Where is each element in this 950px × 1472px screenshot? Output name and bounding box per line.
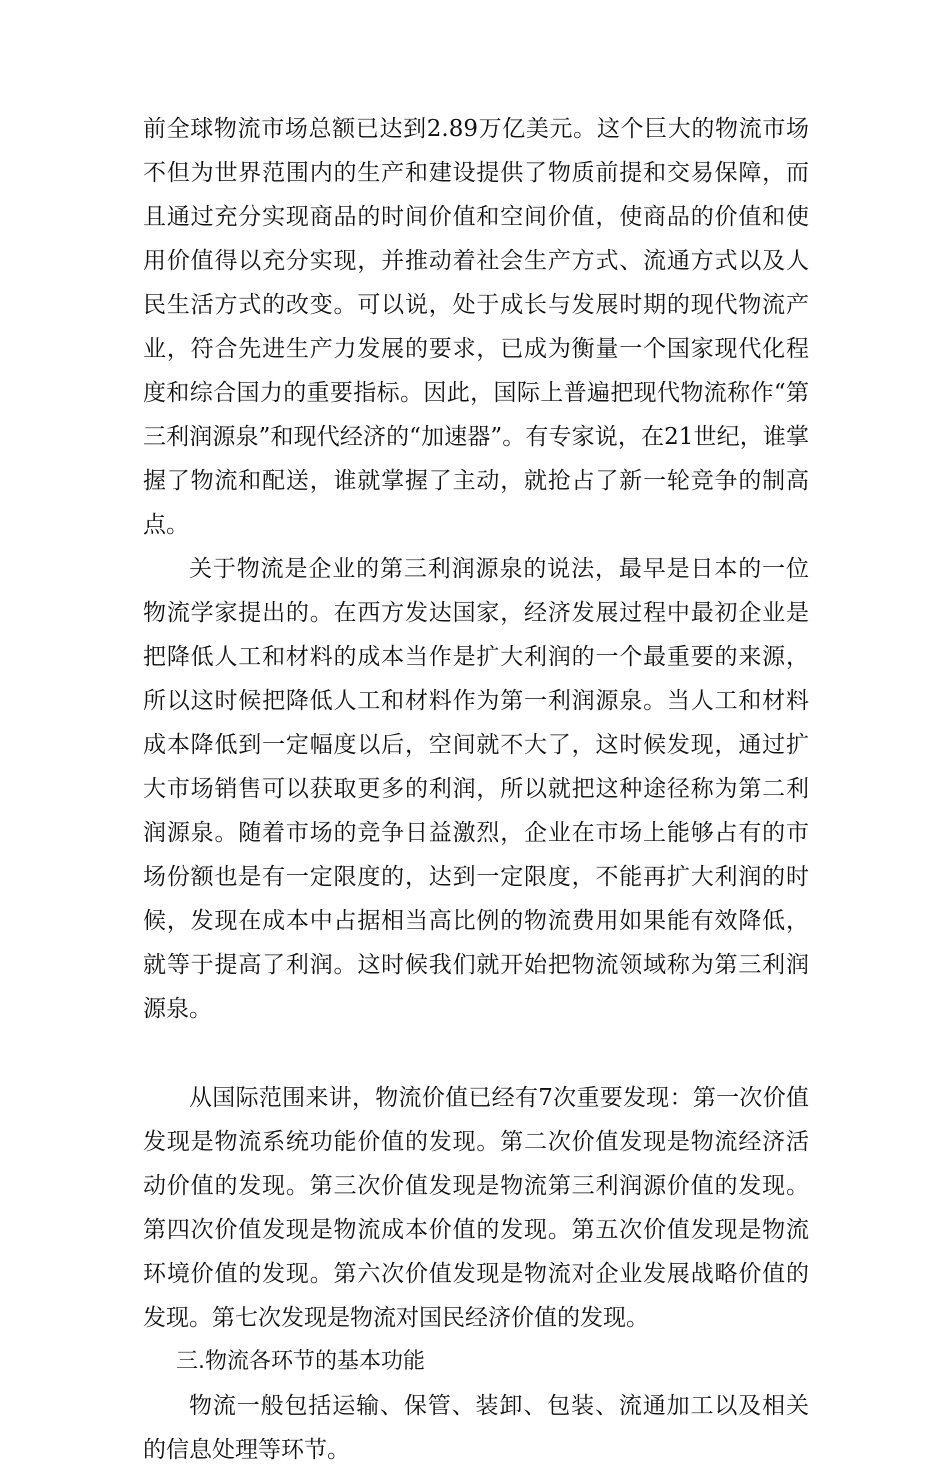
paragraph-third-profit-source: 关于物流是企业的第三利润源泉的说法，最早是日本的一位物流学家提出的。在西方发达国家，经济发展过程中最初企业是把降低人工和材料的成本当作是扩大利润的一个最重要的来源，所以这时候把降低人工和材料作为第一利润源泉。当人工和材料成本降低到一定幅度以后，空间就不大了，这时候发现，通过扩大市场销售可以获取更多的利润，所以就把这种途径称为第二利润源泉。随着市场的竞争日益激烈，企业在市场上能够占有的市场份额也是有一定限度的，达到一定限度，不能再扩大利润的时候，发现在成本中占据相当高比例的物流费用如果能有效降低，就等于提高了利润。这时候我们就开始把物流领域称为第三利润源泉。 [143,556,809,1022]
paragraph-logistics-functions: 物流一般包括运输、保管、装卸、包装、流通加工以及相关的信息处理等环节。 [143,1393,809,1463]
section-heading: 三.物流各环节的基本功能 [176,1349,425,1374]
paragraph-value-discoveries: 从国际范围来讲，物流价值已经有7次重要发现：第一次价值发现是物流系统功能价值的发现。第二次价值发现是物流经济活动价值的发现。第三次价值发现是物流第三利润源价值的发现。第四次价值发现是物流成本价值的发现。第五次价值发现是物流环境价值的发现。第六次价值发现是物流对企业发展战略价值的发现。第七次发现是物流对国民经济价值的发现。 [143,1085,809,1331]
document-body [143,107,809,1472]
paragraph-spacer [143,1031,809,1076]
paragraph-logistics-market: 前全球物流市场总额已达到2.89万亿美元。这个巨大的物流市场不但为世界范围内的生产和建设提供了物质前提和交易保障，而且通过充分实现商品的时间价值和空间价值，使商品的价值和使用价值得以充分实现，并推动着社会生产方式、流通方式以及人民生活方式的改变。可以说，处于成长与发展时期的现代物流产业，符合先进生产力发展的要求，已成为衡量一个国家现代化程度和综合国力的重要指标。因此，国际上普遍把现代物流称作“第三利润源泉”和现代经济的“加速器”。有专家说，在21世纪，谁掌握了物流和配送，谁就掌握了主动，就抢占了新一轮竞争的制高点。 [143,116,809,538]
